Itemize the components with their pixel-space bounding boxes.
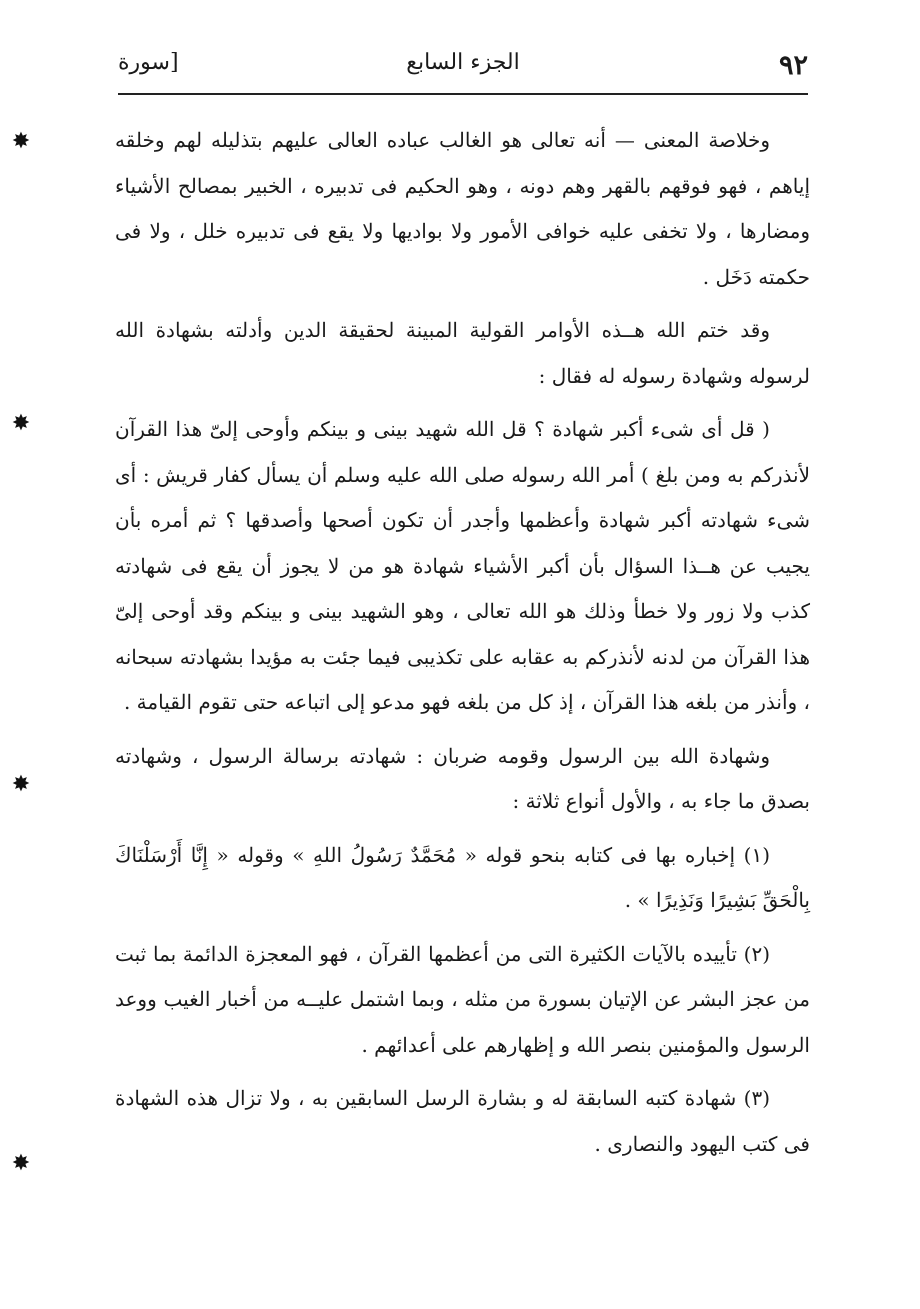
paragraph-verse-commentary: ( قل أى شىء أكبر شهادة ؟ قل الله شهيد بينى و بينكم وأوحى إلىّ هذا القرآن لأنذركم به ومن بلغ ) أمر الله رسوله صلى الله عليه وسلم أن يسأل كفار قريش : أى شىء شهادته أكبر شهادة وأعظمها وأجدر أن تكون أصحها وأصدقها ؟ ثم أمره بأن يجيب عن هــذا السؤال بأن أكبر الأشياء شهادة هو من لا يجوز أن يقع فى شهادته كذب ولا زور ولا خطأ وذلك هو الله تعالى ، وهو الشهيد بينى و بينكم وقد أوحى إلىّ هذا القرآن من لدنه لأنذركم به عقابه على تكذيبى فيما جئت به مؤيدا بشهادته سبحانه ، وأنذر من بلغه هذا القرآن ، إذ كل من بلغه فهو مدعو إلى اتباعه حتى تقوم القيامة .	[115, 417, 811, 714]
margin-ornament-icon: ✸	[11, 129, 31, 154]
page-body	[115, 118, 810, 1167]
page-number: ٩٢	[778, 50, 808, 81]
paragraph-testimony-types: وشهادة الله بين الرسول وقومه ضربان : شهادته برسالة الرسول ، وشهادته بصدق ما جاء به ، والأول أنواع ثلاثة :	[115, 743, 810, 813]
surah-label: [سورة	[118, 50, 179, 75]
paragraph-summary: وخلاصة المعنى — أنه تعالى هو الغالب عباده العالى عليهم بتذليله لهم وخلقه إياهم ، فهو فوقهم بالقهر وهم دونه ، وهو الحكيم فى تدبيره ، الخبير بمصالح الأشياء ومضارها ، ولا تخفى عليه خوافى الأمور ولا بواديها ولا يقع فى تدبيره خلل ، ولا فى حكمته دَخَل .	[115, 128, 810, 289]
margin-ornament-icon: ✸	[11, 411, 31, 436]
paragraph-intro: وقد ختم الله هــذه الأوامر القولية المبينة لحقيقة الدين وأدلته بشهادة الله لرسوله وشهادة رسوله له فقال :	[115, 318, 810, 388]
paragraph-item-1: (١) إخباره بها فى كتابه بنحو قوله « مُحَمَّدٌ رَسُولُ اللهِ » وقوله « إِنَّا أَرْسَلْنَاكَ بِالْحَقِّ بَشِيرًا وَنَذِيرًا » .	[115, 842, 810, 912]
paragraph-item-3: (٣) شهادة كتبه السابقة له و بشارة الرسل السابقين به ، ولا تزال هذه الشهادة فى كتب اليهود والنصارى .	[115, 1086, 810, 1156]
part-title: الجزء السابع	[406, 50, 520, 75]
margin-ornament-icon: ✸	[11, 1151, 31, 1176]
margin-ornament-icon: ✸	[11, 772, 31, 797]
page-header	[118, 40, 808, 92]
paragraph-item-2: (٢) تأييده بالآيات الكثيرة التى من أعظمها القرآن ، فهو المعجزة الدائمة بما ثبت من عجز البشر عن الإتيان بسورة من مثله ، وبما اشتمل عليــه من أخبار الغيب ووعد الرسول والمؤمنين بنصر الله و إظهارهم على أعدائهم .	[115, 941, 810, 1057]
header-divider	[118, 93, 808, 95]
